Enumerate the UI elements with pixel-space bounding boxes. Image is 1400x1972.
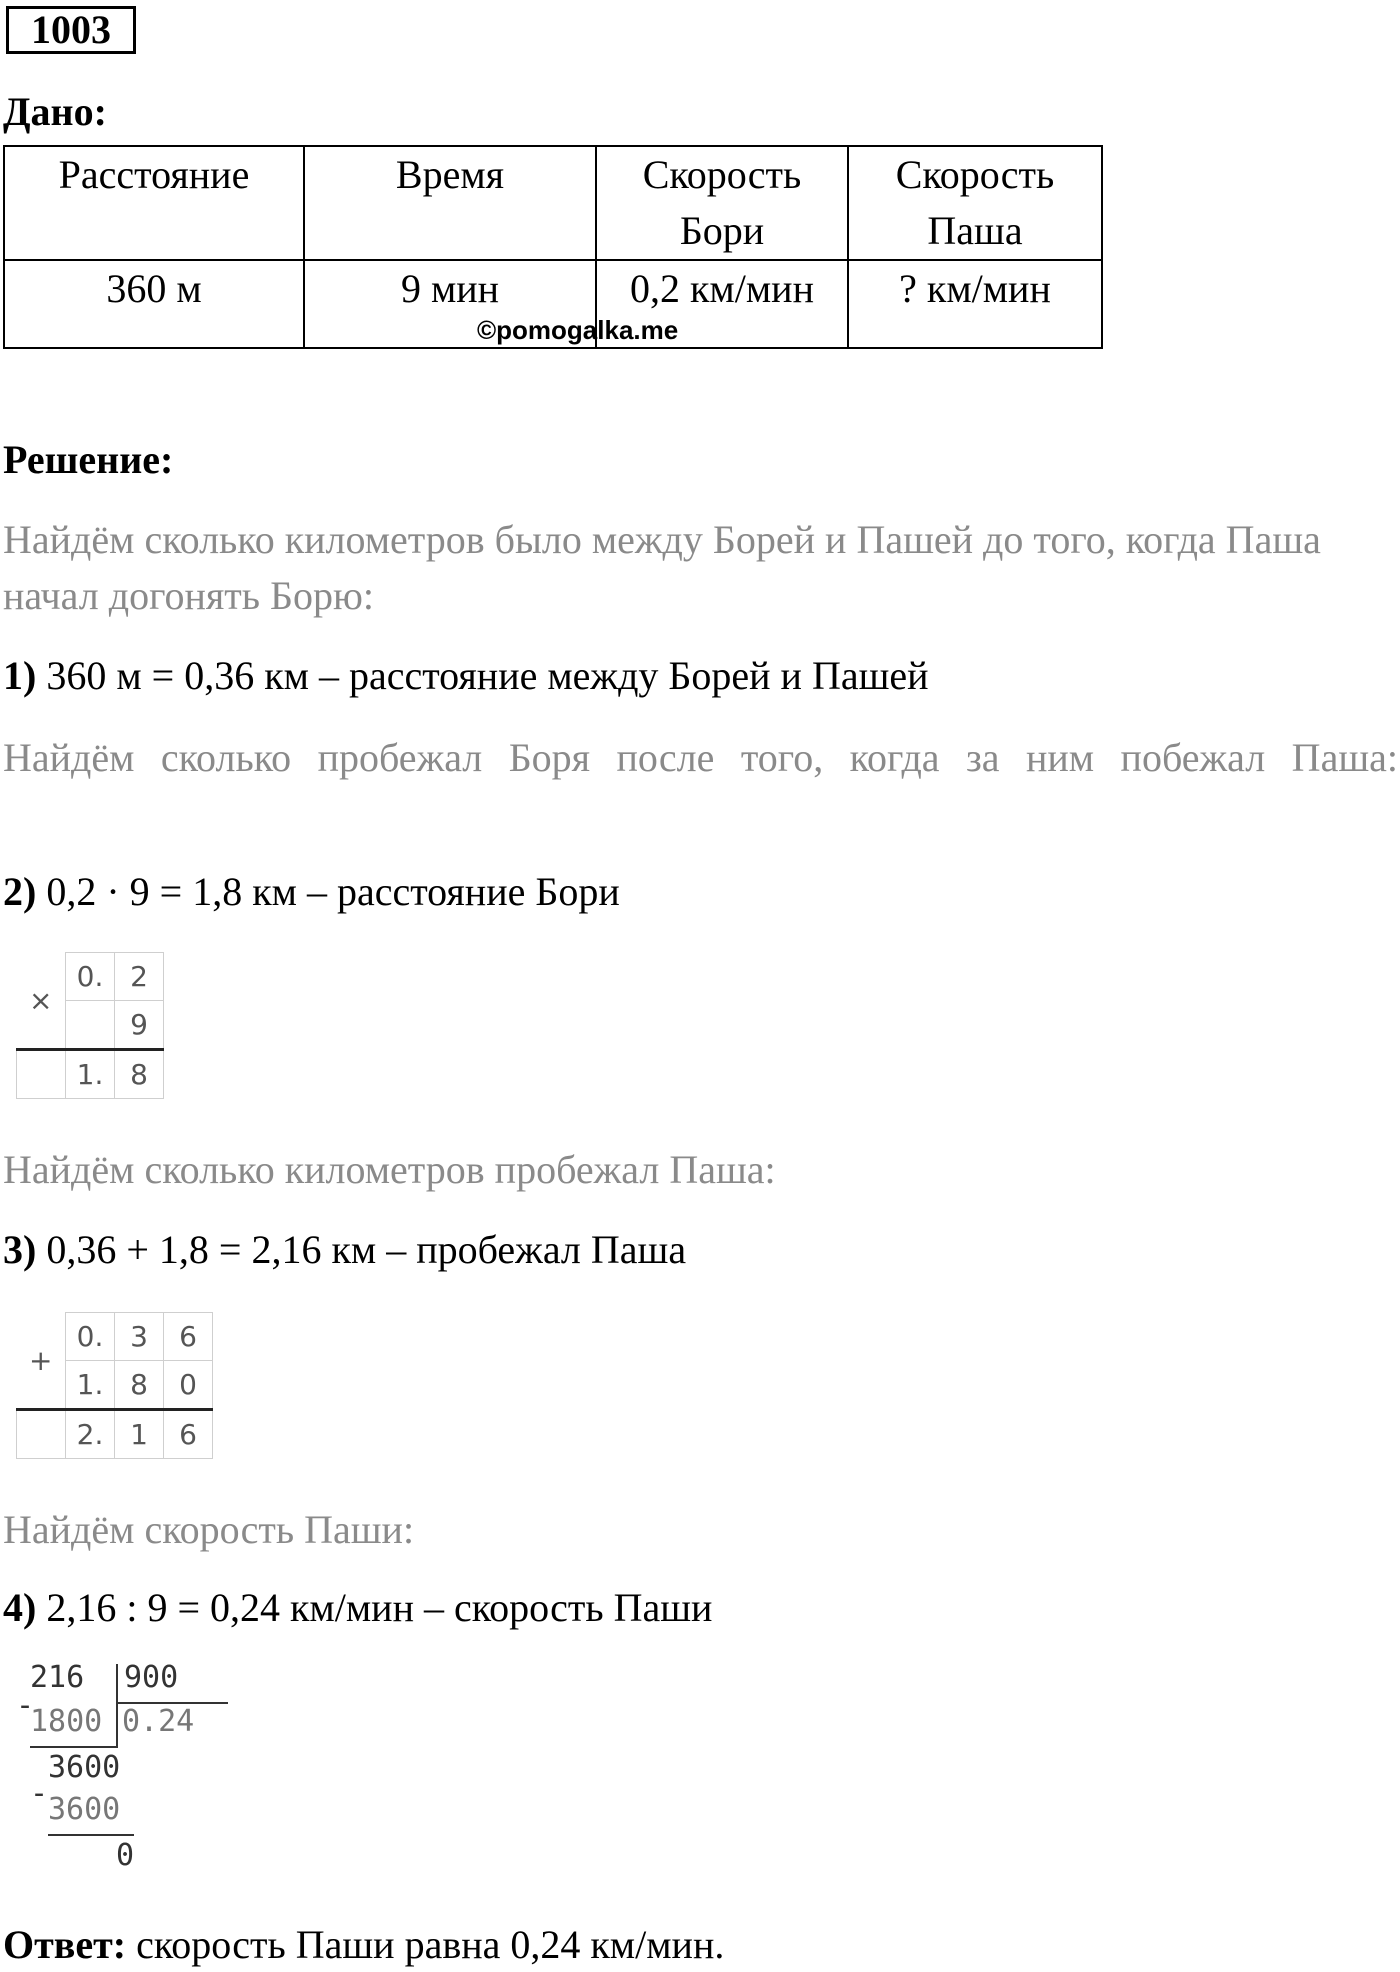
step-3-text: 0,36 + 1,8 = 2,16 км – пробежал Паша bbox=[46, 1227, 687, 1272]
add-cell: 1 bbox=[115, 1410, 164, 1459]
step-1-number: 1) bbox=[3, 653, 37, 698]
add-cell: 8 bbox=[115, 1361, 164, 1410]
answer bbox=[3, 1920, 724, 1970]
add-cell bbox=[17, 1410, 66, 1459]
add-cell: 6 bbox=[164, 1313, 213, 1361]
mult-cell: 8 bbox=[115, 1050, 164, 1099]
mult-cell: 9 bbox=[115, 1001, 164, 1050]
problem-number: 1003 bbox=[6, 6, 136, 54]
add-cell: 2. bbox=[66, 1410, 115, 1459]
division-divisor: 900 bbox=[124, 1660, 179, 1695]
division-line-2 bbox=[48, 1834, 134, 1836]
value-speed-pasha: ? км/мин bbox=[848, 260, 1102, 348]
step-4-number: 4) bbox=[3, 1585, 37, 1630]
step-4-text: 2,16 : 9 = 0,24 км/мин – скорость Паши bbox=[46, 1585, 713, 1630]
step-1-hint: Найдём сколько километров было между Борей и Пашей до того, когда Паша начал догонять Борю: bbox=[3, 517, 1321, 618]
given-heading: Дано: bbox=[3, 89, 107, 134]
header-speed-borya: Скорость Бори bbox=[596, 146, 848, 260]
addition-column bbox=[16, 1312, 213, 1459]
mult-cell: 2 bbox=[115, 953, 164, 1001]
step-2 bbox=[3, 864, 620, 920]
value-distance: 360 м bbox=[4, 260, 304, 348]
step-2-hint: Найдём сколько пробежал Боря после того, когда за ним побежал Паша: bbox=[3, 735, 1398, 780]
division-subtrahend-2: 3600 bbox=[48, 1792, 121, 1827]
watermark: ©pomogalka.me bbox=[477, 315, 679, 345]
mult-cell bbox=[66, 1001, 115, 1050]
long-division bbox=[16, 1660, 236, 1880]
step-4-hint: Найдём скорость Паши: bbox=[3, 1507, 415, 1552]
division-remainder-2: 0 bbox=[116, 1838, 135, 1873]
multiplication-column bbox=[16, 952, 164, 1099]
step-3-number: 3) bbox=[3, 1227, 37, 1272]
add-cell: 0 bbox=[164, 1361, 213, 1410]
division-quotient: 0.24 bbox=[122, 1704, 195, 1739]
add-cell: 1. bbox=[66, 1361, 115, 1410]
header-speed-pasha: Скорость Паша bbox=[848, 146, 1102, 260]
step-2-text: 0,2 · 9 = 1,8 км – расстояние Бори bbox=[46, 869, 620, 914]
step-4 bbox=[3, 1580, 712, 1636]
add-operator: + bbox=[17, 1313, 66, 1410]
step-3 bbox=[3, 1222, 686, 1278]
add-cell: 6 bbox=[164, 1410, 213, 1459]
add-cell: 0. bbox=[66, 1313, 115, 1361]
division-line-1 bbox=[30, 1746, 116, 1748]
add-cell: 3 bbox=[115, 1313, 164, 1361]
step-1 bbox=[3, 648, 929, 704]
division-vertical-bar bbox=[116, 1664, 118, 1748]
answer-text: скорость Паши равна 0,24 км/мин. bbox=[126, 1922, 725, 1967]
solution-heading: Решение: bbox=[3, 437, 174, 482]
division-subtrahend-1: 1800 bbox=[30, 1704, 103, 1739]
mult-cell: 0. bbox=[66, 953, 115, 1001]
step-1-text: 360 м = 0,36 км – расстояние между Борей и Пашей bbox=[46, 653, 929, 698]
header-distance: Расстояние bbox=[4, 146, 304, 260]
header-time: Время bbox=[304, 146, 596, 260]
division-remainder-1: 3600 bbox=[48, 1750, 121, 1785]
mult-operator: × bbox=[17, 953, 66, 1050]
value-time: 9 мин bbox=[304, 260, 596, 348]
mult-cell bbox=[17, 1050, 66, 1099]
given-table-header-row bbox=[4, 146, 1102, 260]
step-2-number: 2) bbox=[3, 869, 37, 914]
value-speed-borya: 0,2 км/мин bbox=[596, 260, 848, 348]
division-dividend: 216 bbox=[30, 1660, 85, 1695]
mult-cell: 1. bbox=[66, 1050, 115, 1099]
division-minus-1: - bbox=[16, 1688, 35, 1723]
step-3-hint: Найдём сколько километров пробежал Паша: bbox=[3, 1147, 776, 1192]
division-minus-2: - bbox=[30, 1776, 49, 1811]
answer-label: Ответ: bbox=[3, 1922, 127, 1967]
